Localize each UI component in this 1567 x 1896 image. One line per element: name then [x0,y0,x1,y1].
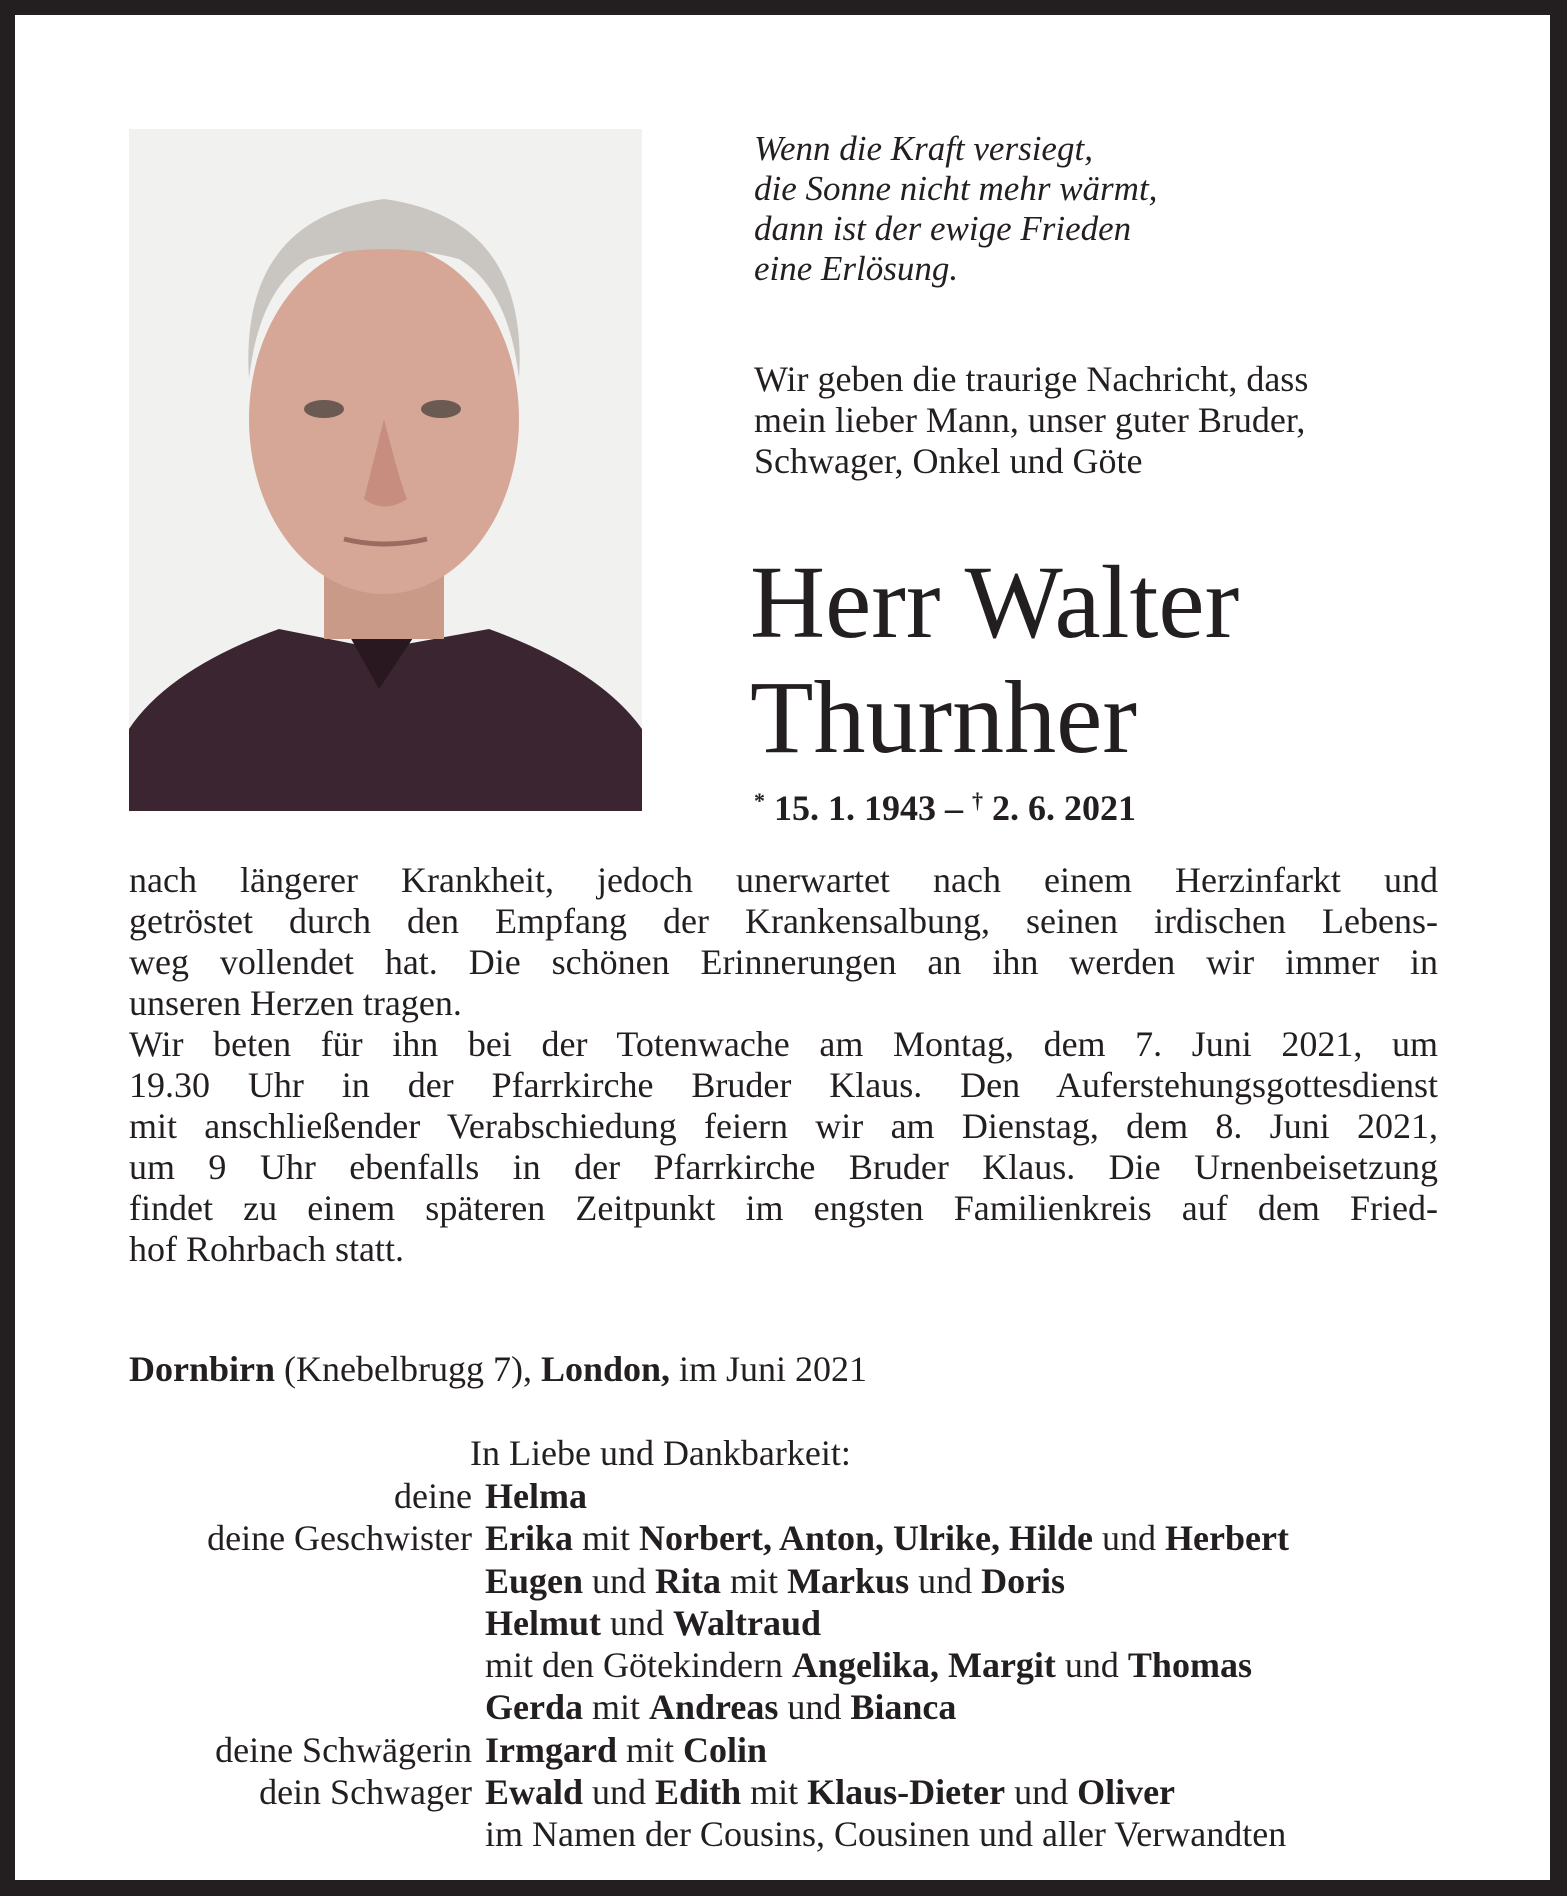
relative-name: Klaus-Dieter [807,1772,1006,1813]
intro-text [754,359,1308,482]
text-line: findet zu einem späteren Zeitpunkt im engsten Familienkreis auf dem Fried- [129,1188,1438,1228]
text-line: mit anschließender Verabschiedung feiern wir am Dienstag, dem 8. Juni 2021, [129,1106,1438,1146]
death-symbol: † [972,788,983,813]
dates-dash: – [936,788,972,828]
poem-line: Wenn die Kraft versiegt, [754,129,1093,168]
relatives-names [485,1686,956,1728]
connector-text: und [1055,1645,1128,1686]
connector-text: und [583,1560,656,1601]
paragraph-funeral-info [129,1024,1438,1270]
relative-name: Doris [981,1560,1066,1601]
relative-name: Angelika, Margit [791,1645,1056,1686]
relation-label: dein Schwager [259,1772,472,1813]
relation-label: deine Schwägerin [215,1729,472,1770]
intro-line: Schwager, Onkel und Göte [754,441,1143,481]
connector-text: mit [573,1518,640,1559]
family-row [129,1517,1289,1559]
connector-text: mit [741,1772,808,1813]
address: (Knebelbrugg 7), [275,1349,541,1389]
connector-text: und [600,1602,673,1643]
relation-label [129,1686,485,1728]
notice-date: im Juni 2021 [670,1349,868,1389]
relatives-names [485,1602,821,1644]
relatives-names [485,1644,1252,1686]
text-line: getröstet durch den Empfang der Krankensalbung, seinen irdischen Lebens- [129,901,1438,941]
relation-label [129,1644,485,1686]
connector-text: und [583,1772,656,1813]
poem-line: die Sonne nicht mehr wärmt, [754,169,1158,208]
birth-date: 15. 1. 1943 [774,788,936,828]
relatives-names [485,1729,767,1771]
birth-symbol: * [754,788,765,813]
relatives-names [485,1560,1065,1602]
relatives-names [485,1517,1289,1559]
family-list [129,1475,1289,1856]
relation-label [129,1813,485,1855]
death-date: 2. 6. 2021 [992,788,1136,828]
connector-text: und [778,1687,851,1728]
thanks-line: In Liebe und Dankbarkeit: [470,1433,851,1473]
text-line: Wir beten für ihn bei der Totenwache am Montag, dem 7. Juni 2021, um [129,1024,1438,1064]
name-line: Thurnher [750,660,1137,775]
intro-line: Wir geben die traurige Nachricht, dass [754,359,1309,399]
relative-name: Erika [485,1518,574,1559]
portrait-photo [129,129,642,811]
relative-name: Irmgard [485,1729,617,1770]
connector-text: mit [721,1560,788,1601]
city-dornbirn: Dornbirn [129,1349,276,1389]
relative-name: Edith [655,1772,742,1813]
relative-name: Herbert [1165,1518,1289,1559]
relative-name: Rita [655,1560,722,1601]
connector-text: und [909,1560,982,1601]
life-dates [754,779,1136,830]
relative-name: Eugen [485,1560,584,1601]
relatives-names [485,1813,1286,1855]
family-row [129,1644,1289,1686]
family-row [129,1686,1289,1728]
text-line: weg vollendet hat. Die schönen Erinnerungen an ihn werden wir immer in [129,942,1438,982]
relative-name: Markus [787,1560,910,1601]
relative-name: Colin [683,1729,768,1770]
family-row [129,1813,1289,1855]
family-row [129,1771,1289,1813]
connector-text: und [1093,1518,1166,1559]
connector-text: und [1005,1772,1078,1813]
poem-line: dann ist der ewige Frieden [754,209,1132,248]
deceased-name [750,545,1239,775]
connector-text: mit den Götekindern [485,1645,792,1686]
family-row [129,1729,1289,1771]
paragraph-death-notice [129,860,1438,1024]
relative-name: Norbert, Anton, Ulrike, Hilde [639,1518,1094,1559]
relatives-names [485,1771,1175,1813]
relative-name: Andreas [649,1687,779,1728]
relation-label: deine [394,1476,472,1516]
connector-text: mit [582,1687,649,1728]
relative-name: Bianca [850,1687,957,1728]
relation-label [129,1602,485,1644]
family-row [129,1475,1289,1517]
text-line: nach längerer Krankheit, jedoch unerwartet nach einem Herzinfarkt und [129,860,1438,900]
relation-label: deine Geschwister [207,1518,472,1559]
city-london: London, [540,1349,671,1389]
relative-name: Thomas [1127,1645,1252,1686]
relative-name: Helma [485,1476,587,1516]
connector-text: mit [616,1729,683,1770]
poem-line: eine Erlösung. [754,249,959,288]
relation-label [129,1560,485,1602]
relative-name: Gerda [485,1687,583,1728]
intro-line: mein lieber Mann, unser guter Bruder, [754,400,1306,440]
relative-name: Ewald [485,1772,584,1813]
connector-text: im Namen der Cousins, Cousinen und aller Verwandten [485,1814,1287,1855]
obituary-page [15,15,1550,1880]
name-line: Herr Walter [750,545,1240,660]
family-row [129,1602,1289,1644]
poem [754,129,1157,289]
text-line: hof Rohrbach statt. [129,1229,404,1269]
text-line: 19.30 Uhr in der Pfarrkirche Bruder Klaus. Den Auferstehungsgottesdienst [129,1065,1438,1105]
relative-name: Oliver [1077,1772,1176,1813]
relative-name: Waltraud [672,1602,822,1643]
family-row [129,1560,1289,1602]
relative-name: Helmut [485,1602,601,1643]
text-line: um 9 Uhr ebenfalls in der Pfarrkirche Bruder Klaus. Die Urnenbeisetzung [129,1147,1438,1187]
text-line: unseren Herzen tragen. [129,983,462,1023]
place-date-line [129,1349,867,1390]
relatives-names [485,1475,587,1517]
